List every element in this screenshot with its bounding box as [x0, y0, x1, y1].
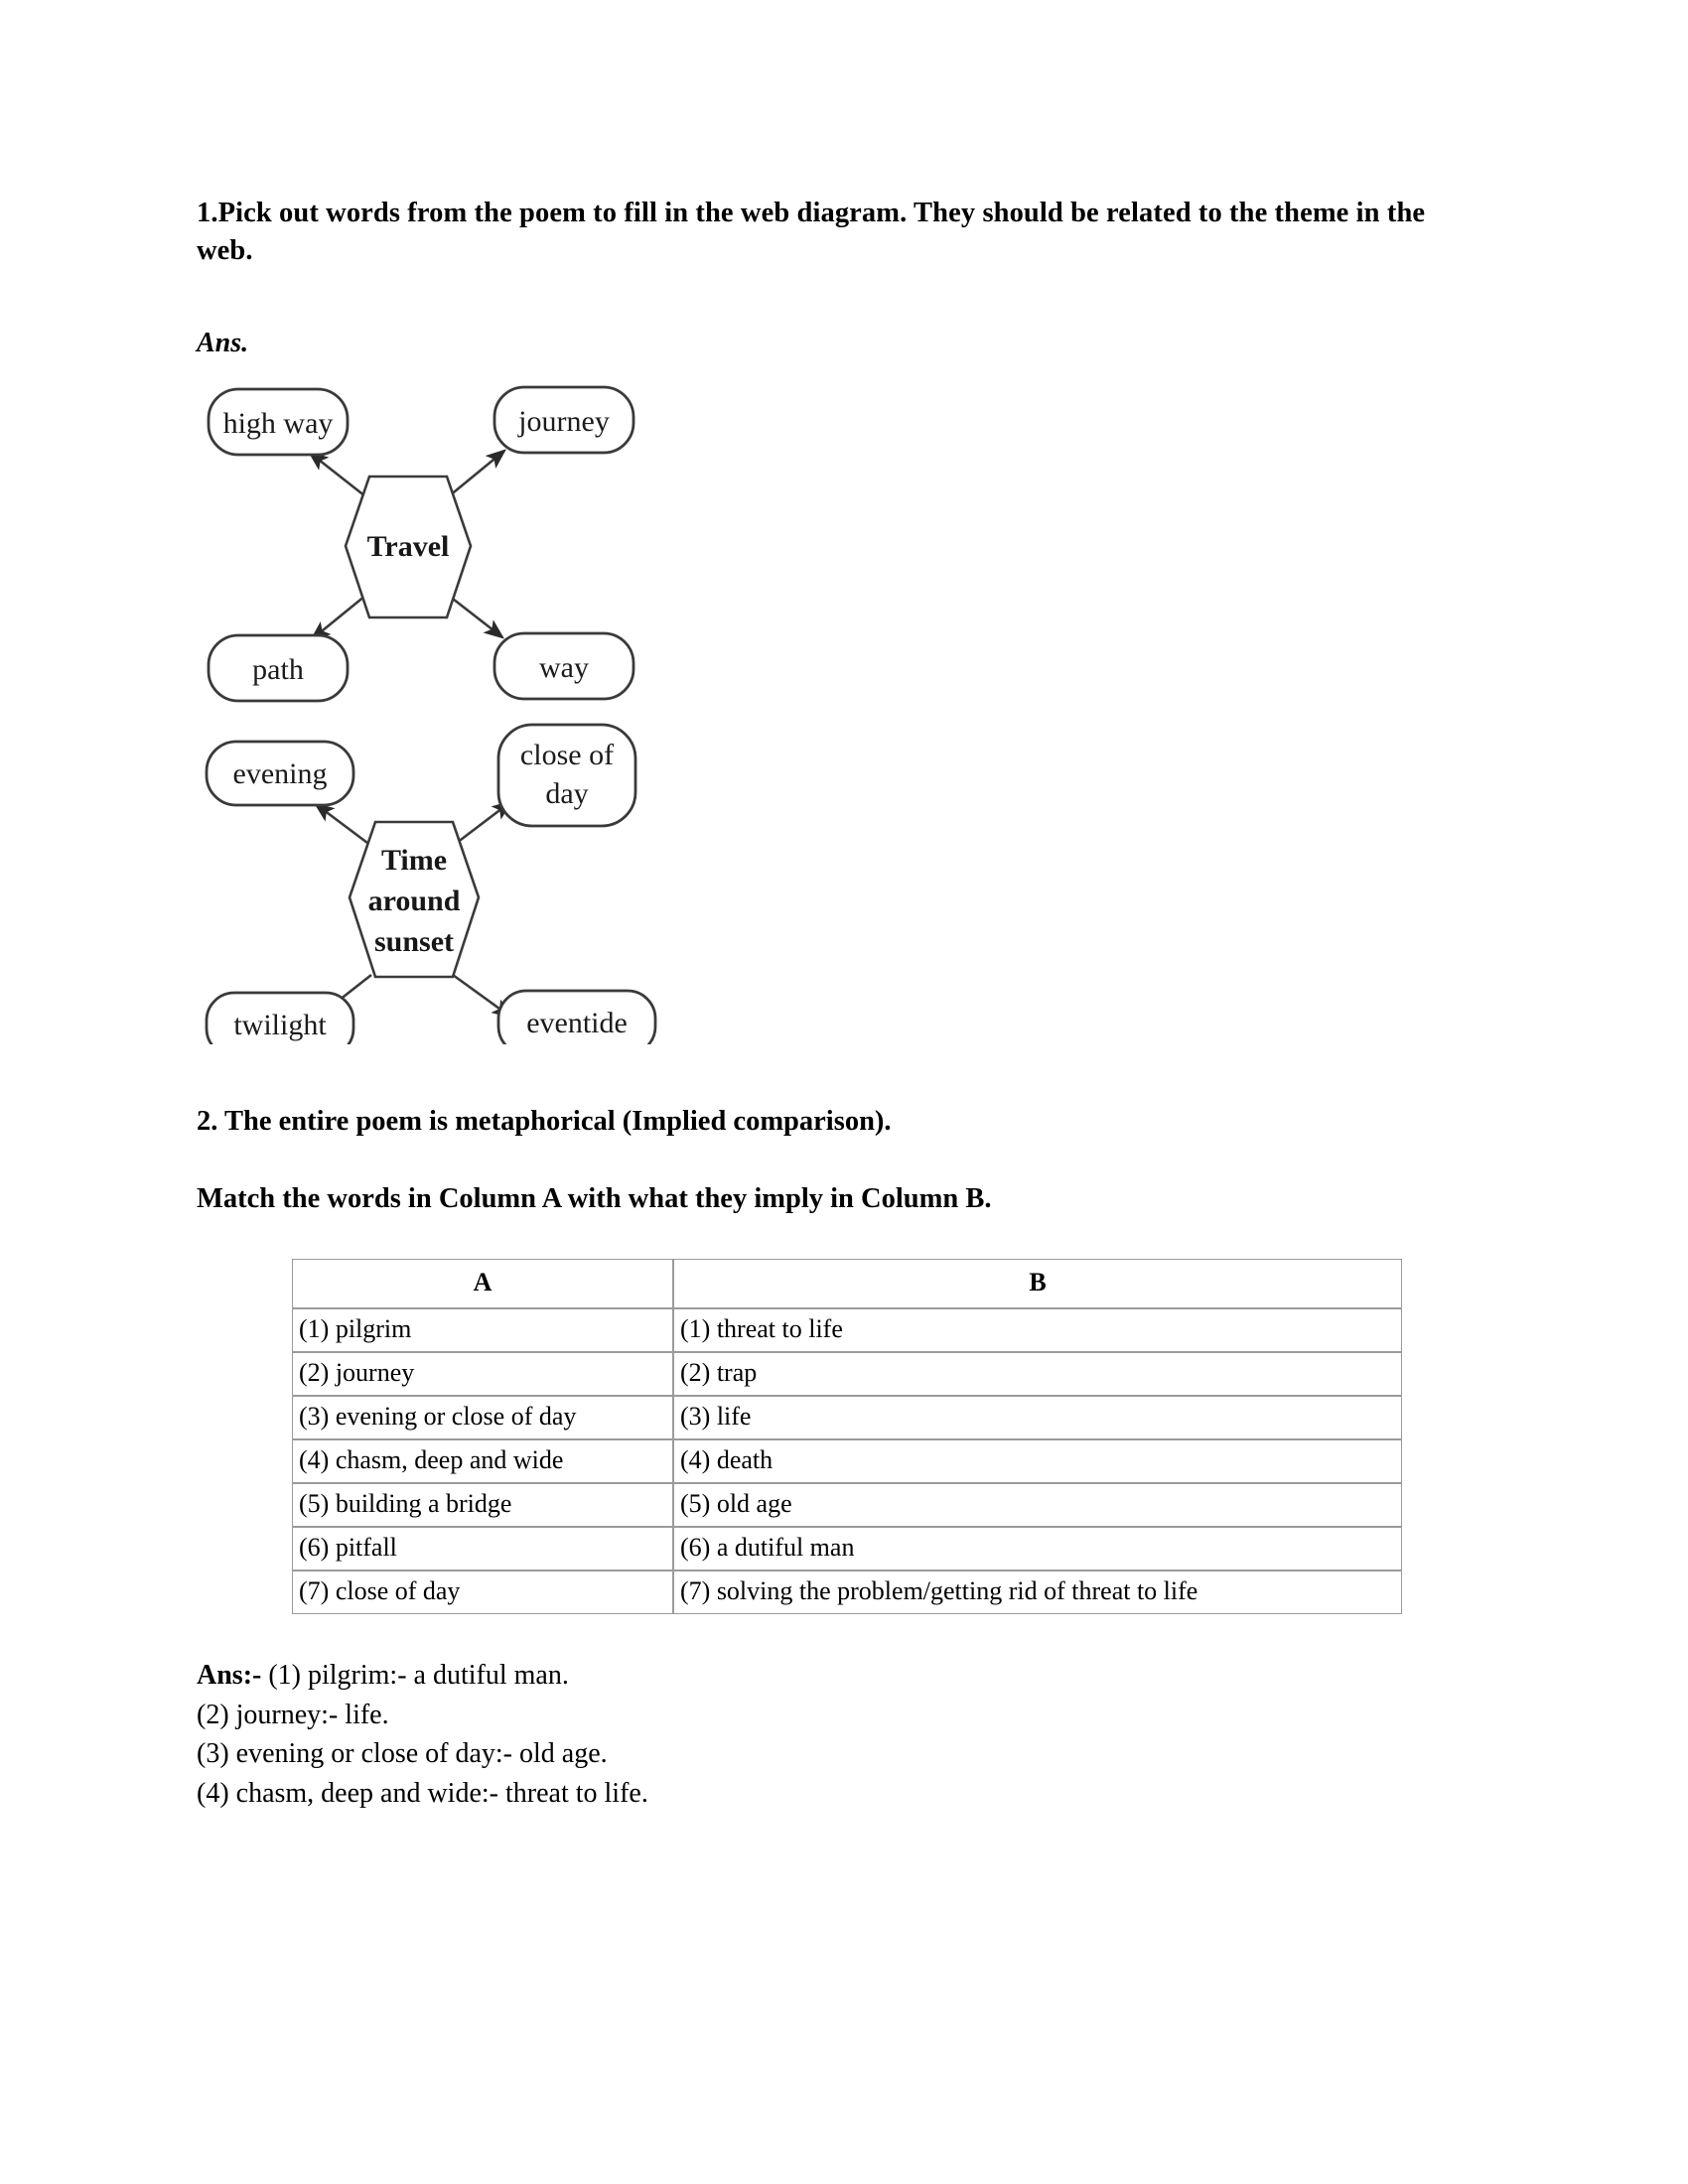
question-1-heading: 1.Pick out words from the poem to fill in the web diagram. They should be related to the theme in the web.	[197, 198, 1426, 266]
answer-line-3: (3) evening or close of day:- old age.	[197, 1738, 608, 1770]
table-row	[292, 1396, 1402, 1439]
cell-a-7: (7) close of day	[292, 1570, 673, 1614]
node-label-journey: journey	[518, 404, 610, 438]
document-content	[197, 195, 1477, 1814]
cell-a-5: (5) building a bridge	[292, 1483, 673, 1527]
cell-b-4: (4) death	[673, 1439, 1402, 1483]
cell-a-6: (6) pitfall	[292, 1527, 673, 1570]
node-label-twilight: twilight	[233, 1008, 327, 1041]
web-travel	[209, 387, 633, 701]
cell-b-5: (5) old age	[673, 1483, 1402, 1527]
cell-a-2: (2) journey	[292, 1352, 673, 1396]
hexagon-time-line-1: Time	[380, 843, 448, 877]
node-label-way: way	[539, 650, 589, 684]
table-row	[292, 1439, 1402, 1483]
question-2-instruction: Match the words in Column A with what they imply in Column B.	[197, 1182, 992, 1214]
node-label-high-way: high way	[222, 406, 334, 440]
cell-b-6: (6) a dutiful man	[673, 1527, 1402, 1570]
answer-line-4: (4) chasm, deep and wide:- threat to life.	[197, 1778, 648, 1810]
answers-block	[197, 1656, 1477, 1814]
node-label-path: path	[252, 652, 304, 686]
hexagon-travel-label: Travel	[366, 529, 450, 563]
node-label-close-of-day-line-2: day	[545, 776, 589, 810]
connector-time-evening	[316, 804, 371, 846]
web-diagram	[201, 369, 1477, 1044]
hexagon-time-line-2: around	[367, 884, 461, 917]
cell-b-1: (1) threat to life	[673, 1308, 1402, 1352]
table-row	[292, 1527, 1402, 1570]
cell-a-1: (1) pilgrim	[292, 1308, 673, 1352]
answer-line-1	[197, 1656, 1477, 1696]
table-row	[292, 1483, 1402, 1527]
answer-line-2: (2) journey:- life.	[197, 1699, 389, 1730]
column-header-b: B	[673, 1259, 1402, 1308]
match-table-wrapper	[292, 1259, 1477, 1614]
column-header-a: A	[292, 1259, 673, 1308]
cell-b-7: (7) solving the problem/getting rid of threat to life	[673, 1570, 1402, 1614]
connector-travel-highway	[310, 453, 365, 496]
cell-a-4: (4) chasm, deep and wide	[292, 1439, 673, 1483]
node-label-eventide: eventide	[526, 1006, 628, 1039]
node-label-evening: evening	[232, 756, 328, 790]
table-header-row	[292, 1259, 1402, 1308]
answer-line-1-text: (1) pilgrim:- a dutiful man.	[261, 1659, 569, 1691]
match-table	[292, 1259, 1402, 1614]
spacer	[197, 1138, 1477, 1183]
question-2-heading: 2. The entire poem is metaphorical (Implied comparison).	[197, 1105, 892, 1137]
cell-a-3: (3) evening or close of day	[292, 1396, 673, 1439]
web-time-around-sunset	[207, 725, 655, 1044]
cell-b-3: (3) life	[673, 1396, 1402, 1439]
answer-label: Ans:-	[197, 1659, 262, 1691]
node-label-close-of-day-line-1: close of	[519, 738, 615, 771]
table-row	[292, 1352, 1402, 1396]
connector-travel-journey	[449, 451, 504, 496]
spacer	[197, 1044, 1477, 1106]
connector-travel-way	[449, 596, 502, 637]
hexagon-time-line-3: sunset	[373, 924, 455, 958]
web-diagram-svg	[201, 369, 816, 1044]
answer-1-label: Ans.	[197, 327, 249, 358]
table-row	[292, 1570, 1402, 1614]
spacer	[197, 270, 1477, 328]
connector-travel-path	[312, 596, 365, 639]
cell-b-2: (2) trap	[673, 1352, 1402, 1396]
table-row	[292, 1308, 1402, 1352]
